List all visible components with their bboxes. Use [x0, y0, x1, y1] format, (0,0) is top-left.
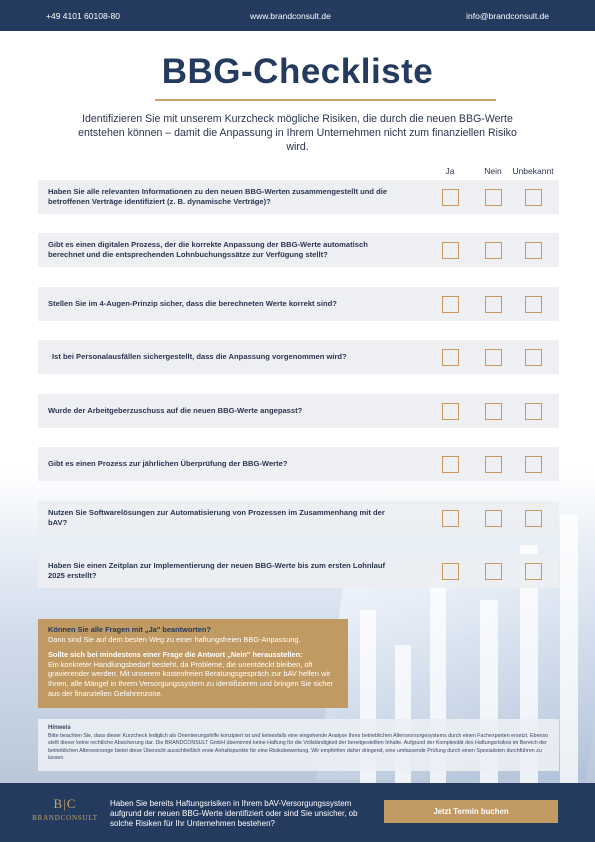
question-text: Haben Sie einen Zeitplan zur Implementierung der neuen BBG-Werte bis zum ersten Lohnlauf 2025 erstellt? [48, 561, 385, 580]
question-text: Gibt es einen Prozess zur jährlichen Überprüfung der BBG-Werte? [48, 459, 288, 469]
intro-text: Identifizieren Sie mit unserem Kurzcheck mögliche Risiken, die durch die neuen BBG-Werte entstehen können – damit die Anpassung in Ihrem Unternehmen nicht zum finanziellen Risiko wird. [78, 113, 517, 153]
disclaimer-box [38, 719, 559, 771]
checkbox-yes[interactable] [442, 510, 459, 527]
logo-mark: B|C [53, 796, 77, 811]
checkbox-no[interactable] [485, 563, 502, 580]
book-appointment-button[interactable]: Jetzt Termin buchen [384, 800, 558, 823]
header-website[interactable]: www.brandconsult.de [250, 11, 331, 21]
checkbox-unknown[interactable] [525, 563, 542, 580]
column-header-yes: Ja [445, 166, 455, 176]
checklist-row [38, 287, 559, 321]
column-header-unknown: Unbekannt [512, 166, 554, 176]
checkbox-unknown[interactable] [525, 403, 542, 420]
checklist-row [38, 394, 559, 428]
checkbox-no[interactable] [485, 189, 502, 206]
header-phone[interactable]: +49 4101 60108-80 [46, 11, 120, 21]
question-text: Ist bei Personalausfällen sichergestellt, dass die Anpassung vorgenommen wird? [52, 352, 347, 362]
checklist-row [38, 501, 559, 535]
result-yes-text: Dann sind Sie auf dem besten Weg zu einer haftungsfreien BBG-Anpassung. [48, 634, 301, 644]
question-text: Gibt es einen digitalen Prozess, der die korrekte Anpassung der BBG-Werte automatisch berechnet und die entsprechenden Lohnbuchungssätze zur Verfügung stellt? [48, 240, 368, 259]
checkbox-unknown[interactable] [525, 349, 542, 366]
checkbox-unknown[interactable] [525, 456, 542, 473]
disclaimer-text: Bitte beachten Sie, dass dieser Kurzcheck lediglich als Orientierungshilfe konzipiert ist und keinesfalls eine eingehende Analyse Ihres betrieblichen Altersvorsorgesystems durch einen Fachexperten ersetzt. Ebenso stellt dieser keine rechtliche Absicherung dar. Die BRANDCONSULT GmbH übernimmt keine Haftung für die Vollständigkeit der bereitgestellten Inhalte. Aufgrund der Komplexität des Haftungsrisikos im Bereich der betrieblichen Altersvorsorge bietet diese Übersicht ausschließlich erste Anhaltspunkte für eine Risikobewertung. Wir empfehlen daher dringend, eine umfassende Prüfung durch einen Spezialisten durchführen zu lassen. [48, 733, 548, 761]
disclaimer-title: Hinweis [48, 725, 71, 731]
top-contact-bar [0, 0, 595, 31]
footer [0, 783, 595, 842]
result-no-heading: Sollte sich bei mindestens einer Frage die Antwort „Nein" herausstellen: [48, 650, 303, 660]
question-text: Nutzen Sie Softwarelösungen zur Automatisierung von Prozessen im Zusammenhang mit der bAV? [48, 508, 385, 527]
checklist-row [38, 447, 559, 481]
checklist-row [38, 554, 559, 588]
page-title: BBG-Checkliste [161, 52, 434, 91]
question-text: Haben Sie alle relevanten Informationen zu den neuen BBG-Werten zusammengestellt und die betroffenen Verträge identifiziert (z. B. dynamische Verträge)? [48, 187, 388, 206]
checklist-row [38, 340, 559, 374]
result-yes-heading: Können Sie alle Fragen mit „Ja" beantworten? [48, 625, 211, 634]
title-divider [155, 99, 496, 101]
checkbox-no[interactable] [485, 510, 502, 527]
footer-text: Haben Sie bereits Haftungsrisiken in Ihrem bAV-Versorgungssystem aufgrund der neuen BBG-Werte identifiziert oder sind Sie unsicher, ob solche Risiken für Ihr Unternehmen bestehen? [110, 799, 358, 829]
background-bar [560, 515, 578, 785]
brandconsult-logo [25, 796, 105, 822]
checklist-row [38, 180, 559, 214]
checkbox-no[interactable] [485, 349, 502, 366]
logo-text: BRANDCONSULT [32, 814, 98, 822]
column-header-no: Nein [484, 166, 502, 176]
checkbox-yes[interactable] [442, 242, 459, 259]
checkbox-no[interactable] [485, 456, 502, 473]
checkbox-unknown[interactable] [525, 510, 542, 527]
checkbox-yes[interactable] [442, 456, 459, 473]
checkbox-unknown[interactable] [525, 242, 542, 259]
checkbox-yes[interactable] [442, 403, 459, 420]
checkbox-no[interactable] [485, 296, 502, 313]
result-no-text: Ein konkreter Handlungsbedarf besteht, da Probleme, die unentdeckt bleiben, oft gravierender werden. Mit unserem kostenfreien Beratungsgespräch zur bAV helfen wir Ihnen, alle Mängel in Ihrem Versorgungssystem zu identifizieren und bringen Sie sicher aus der finanziellen Gefahrenzone. [48, 659, 334, 698]
checkbox-yes[interactable] [442, 563, 459, 580]
checkbox-yes[interactable] [442, 349, 459, 366]
checkbox-unknown[interactable] [525, 296, 542, 313]
checkbox-yes[interactable] [442, 189, 459, 206]
checkbox-no[interactable] [485, 403, 502, 420]
checkbox-no[interactable] [485, 242, 502, 259]
question-text: Wurde der Arbeitgeberzuschuss auf die neuen BBG-Werte angepasst? [48, 406, 303, 416]
checkbox-unknown[interactable] [525, 189, 542, 206]
checklist-row [38, 233, 559, 267]
checkbox-yes[interactable] [442, 296, 459, 313]
header-email[interactable]: info@brandconsult.de [466, 11, 549, 21]
question-text: Stellen Sie im 4-Augen-Prinzip sicher, dass die berechneten Werte korrekt sind? [48, 299, 337, 309]
result-box [38, 619, 348, 708]
